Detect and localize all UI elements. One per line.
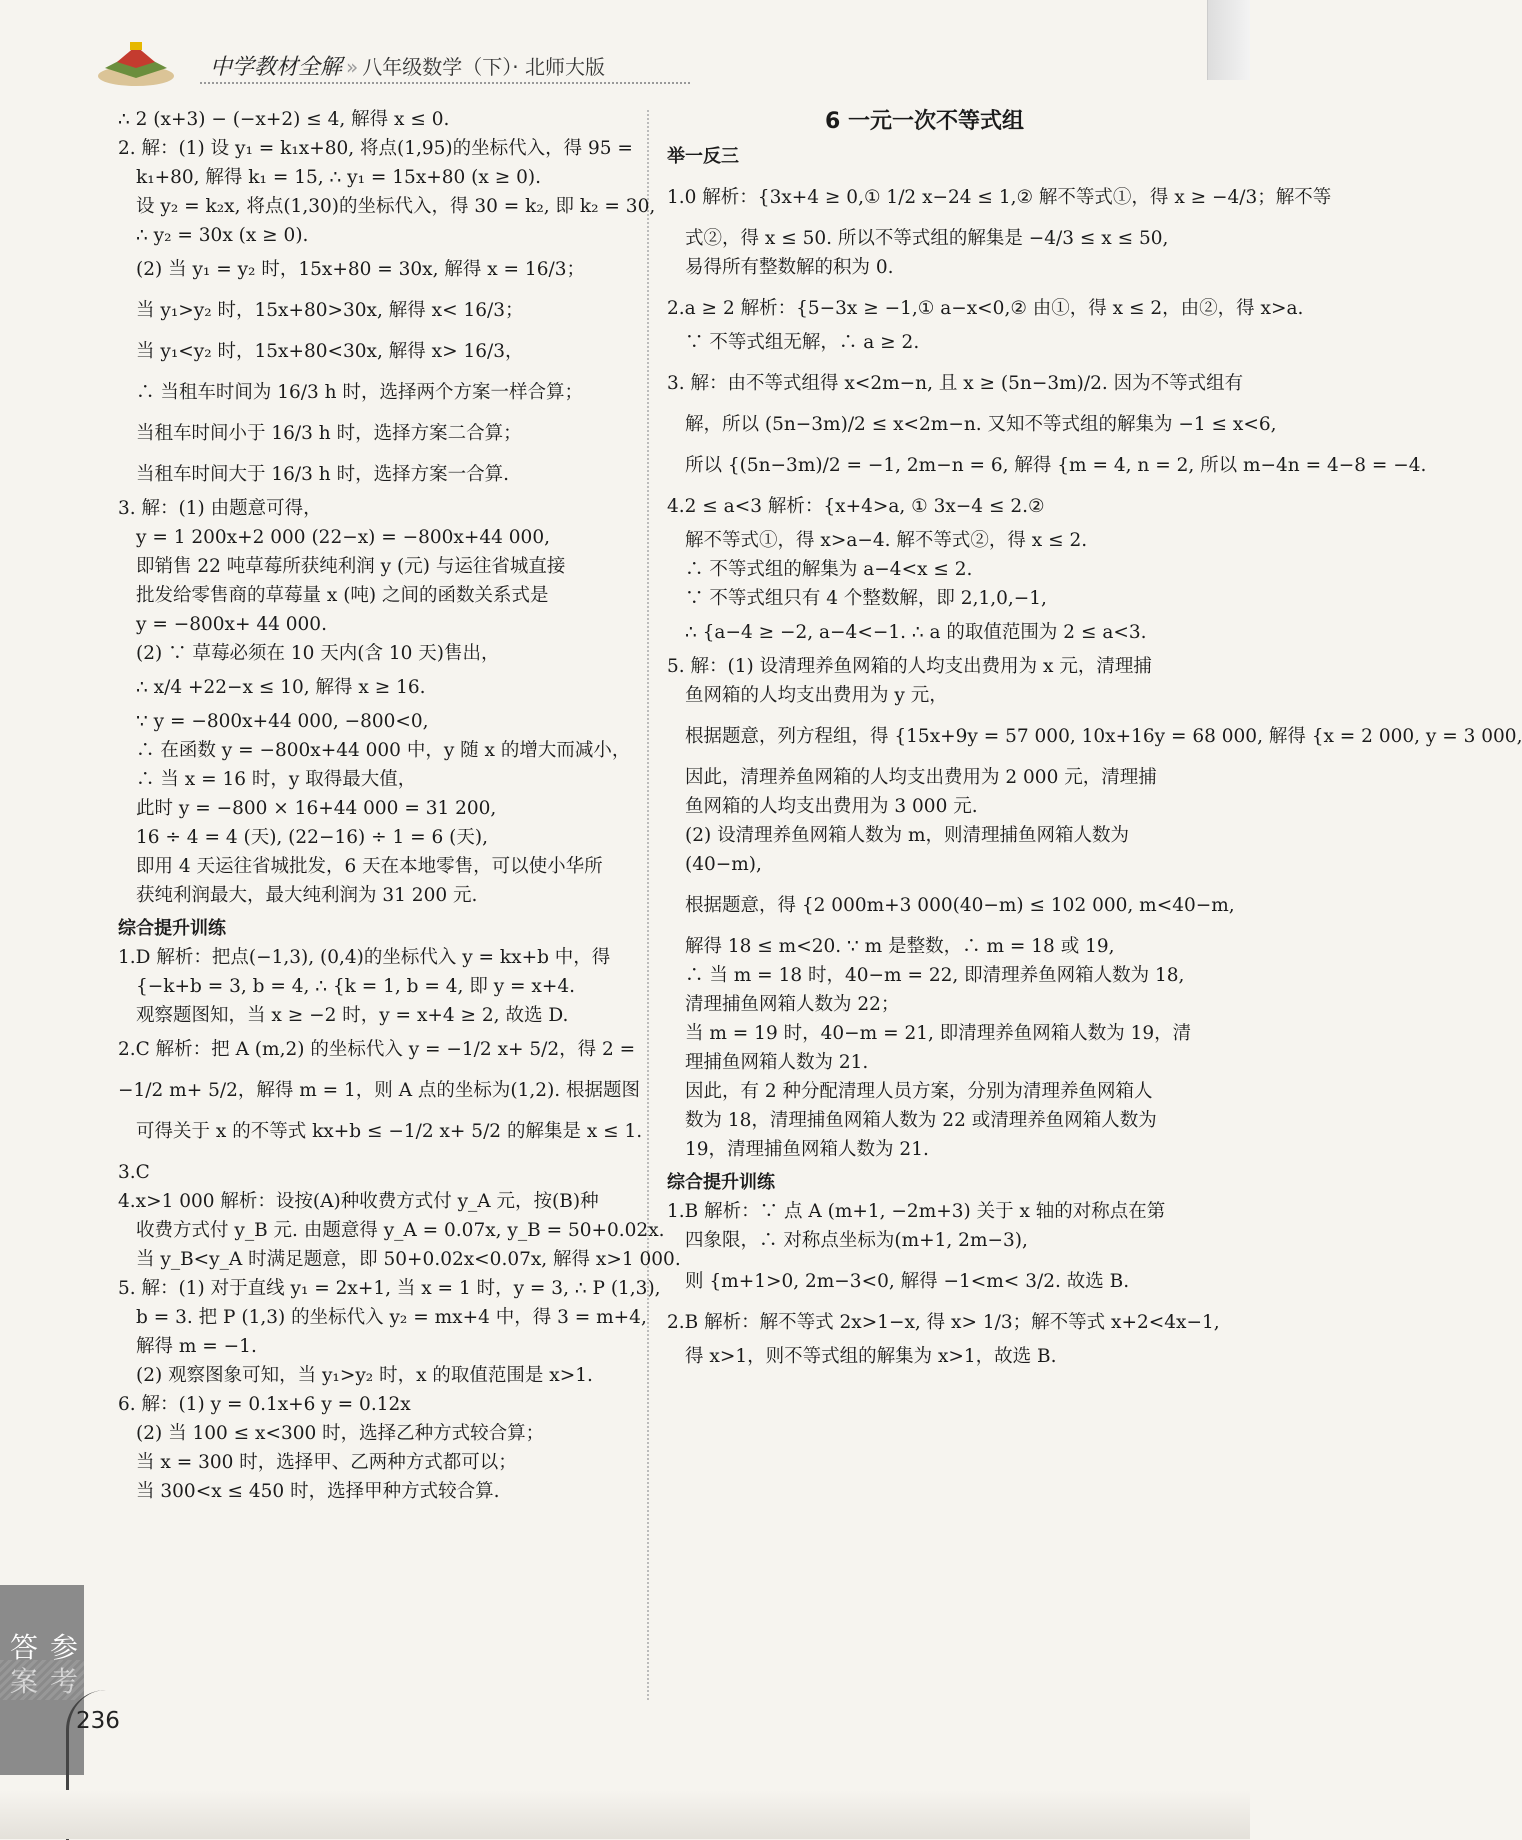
text-line: (2) ∵ 草莓必须在 10 天内(含 10 天)售出， <box>136 643 500 664</box>
text-line: 可得关于 x 的不等式 kx+b ≤ −1/2 x+ 5/2 的解集是 x ≤ 1. <box>136 1121 643 1142</box>
answer-side-tab: 参考答案 <box>0 1585 84 1775</box>
text-line: 数为 18，清理捕鱼网箱人数为 22 或清理养鱼网箱人数为 <box>685 1110 1157 1131</box>
header-title: 中学教材全解 » 八年级数学（下）· 北师大版 <box>210 55 605 80</box>
text-line: 当 m = 19 时，40−m = 21, 即清理养鱼网箱人数为 19，清 <box>685 1023 1192 1044</box>
text-line: 四象限，∴ 对称点坐标为(m+1, 2m−3), <box>685 1230 1028 1251</box>
left-column <box>118 105 681 1506</box>
text-line: 因此，有 2 种分配清理人员方案，分别为清理养鱼网箱人 <box>685 1081 1153 1102</box>
text-line: ∴ 当 m = 18 时，40−m = 22, 即清理养鱼网箱人数为 18, <box>685 965 1185 986</box>
text-line: y = −800x+ 44 000. <box>136 614 327 635</box>
text-line: 2.a ≥ 2 解析：{5−3x ≥ −1,① a−x<0,② 由①，得 x ≤ 2，由②，得 x>a. <box>667 298 1304 319</box>
text-line: ∴ 2 (x+3) − (−x+2) ≤ 4, 解得 x ≤ 0. <box>118 109 450 130</box>
text-line: 根据题意，得 {2 000m+3 000(40−m) ≤ 102 000, m<40−m, <box>685 895 1235 916</box>
text-line: 当租车时间小于 16/3 h 时，选择方案二合算； <box>136 423 522 444</box>
text-line: 1.0 解析：{3x+4 ≥ 0,① 1/2 x−24 ≤ 1,② 解不等式①，得 x ≥ −4/3；解不等 <box>667 187 1332 208</box>
text-line: 易得所有整数解的积为 0. <box>685 257 894 278</box>
book-logo-icon <box>95 38 177 88</box>
text-line: 5. 解：(1) 设清理养鱼网箱的人均支出费用为 x 元，清理捕 <box>667 656 1152 677</box>
text-line: ∴ {a−4 ≥ −2, a−4<−1. ∴ a 的取值范围为 2 ≤ a<3. <box>685 622 1147 643</box>
text-line: (2) 当 y₁ = y₂ 时，15x+80 = 30x, 解得 x = 16/3； <box>136 259 585 280</box>
text-line: 2.C 解析：把 A (m,2) 的坐标代入 y = −1/2 x+ 5/2，得 2 = <box>118 1039 636 1060</box>
text-line: 5. 解：(1) 对于直线 y₁ = 2x+1, 当 x = 1 时，y = 3, ∴ P (1,3), <box>118 1278 661 1299</box>
text-line: 16 ÷ 4 = 4 (天), (22−16) ÷ 1 = 6 (天), <box>136 827 488 848</box>
text-line: (2) 设清理养鱼网箱人数为 m，则清理捕鱼网箱人数为 <box>685 825 1130 846</box>
text-line: 批发给零售商的草莓量 x (吨) 之间的函数关系式是 <box>136 585 549 606</box>
text-line: 19，清理捕鱼网箱人数为 21. <box>685 1139 929 1160</box>
text-line: 即用 4 天运往省城批发，6 天在本地零售，可以使小华所 <box>136 856 603 877</box>
text-line: 收费方式付 y_B 元. 由题意得 y_A = 0.07x, y_B = 50+0.02x. <box>136 1220 665 1241</box>
text-line: 2.B 解析：解不等式 2x>1−x, 得 x> 1/3；解不等式 x+2<4x−1, <box>667 1312 1220 1333</box>
text-line: 鱼网箱的人均支出费用为 3 000 元. <box>685 796 978 817</box>
text-line: 3.C <box>118 1162 150 1183</box>
text-line: 4.2 ≤ a<3 解析：{x+4>a, ① 3x−4 ≤ 2.② <box>667 496 1045 517</box>
text-line: 解得 m = −1. <box>136 1336 257 1357</box>
text-line: 式②，得 x ≤ 50. 所以不等式组的解集是 −4/3 ≤ x ≤ 50, <box>685 228 1169 249</box>
text-line: 3. 解：(1) 由题意可得， <box>118 498 322 519</box>
text-line: ∴ 当 x = 16 时，y 取得最大值， <box>136 769 417 790</box>
page-curl <box>1207 0 1250 80</box>
text-line: ∴ 不等式组的解集为 a−4<x ≤ 2. <box>685 559 973 580</box>
section-title: 6 一元一次不等式组 <box>825 109 1024 134</box>
text-line: 当 x = 300 时，选择甲、乙两种方式都可以； <box>136 1452 517 1473</box>
text-line: 当 y₁>y₂ 时，15x+80>30x, 解得 x< 16/3； <box>136 300 524 321</box>
text-line: 所以 {(5n−3m)/2 = −1, 2m−n = 6, 解得 {m = 4, n = 2, 所以 m−4n = 4−8 = −4. <box>685 455 1427 476</box>
section-heading: 举一反三 <box>667 146 739 167</box>
text-line: ∴ y₂ = 30x (x ≥ 0). <box>136 225 309 246</box>
text-line: 1.D 解析：把点(−1,3), (0,4)的坐标代入 y = kx+b 中，得 <box>118 947 611 968</box>
text-line: 4.x>1 000 解析：设按(A)种收费方式付 y_A 元，按(B)种 <box>118 1191 599 1212</box>
text-line: 当 y_B<y_A 时满足题意，即 50+0.02x<0.07x, 解得 x>1 000. <box>136 1249 681 1270</box>
text-line: k₁+80, 解得 k₁ = 15, ∴ y₁ = 15x+80 (x ≥ 0). <box>136 167 541 188</box>
text-line: (40−m), <box>685 854 762 875</box>
text-line: 理捕鱼网箱人数为 21. <box>685 1052 869 1073</box>
right-column <box>667 105 1522 1371</box>
text-line: 当 300<x ≤ 450 时，选择甲种方式较合算. <box>136 1481 500 1502</box>
text-line: 解得 18 ≤ m<20. ∵ m 是整数，∴ m = 18 或 19, <box>685 936 1115 957</box>
text-line: 获纯利润最大，最大纯利润为 31 200 元. <box>136 885 478 906</box>
text-line: 2. 解：(1) 设 y₁ = k₁x+80, 将点(1,95)的坐标代入，得 95 = <box>118 138 633 159</box>
text-line: ∴ x/4 +22−x ≤ 10, 解得 x ≥ 16. <box>136 677 426 698</box>
text-line: ∴ 当租车时间为 16/3 h 时，选择两个方案一样合算； <box>136 382 583 403</box>
text-line: {−k+b = 3, b = 4, ∴ {k = 1, b = 4, 即 y = x+4. <box>136 976 575 997</box>
text-line: −1/2 m+ 5/2，解得 m = 1，则 A 点的坐标为(1,2). 根据题图 <box>118 1080 641 1101</box>
page-number: 236 <box>76 1708 120 1734</box>
text-line: (2) 观察图象可知，当 y₁>y₂ 时，x 的取值范围是 x>1. <box>136 1365 593 1386</box>
text-line: 当租车时间大于 16/3 h 时，选择方案一合算. <box>136 464 509 485</box>
text-line: 观察题图知，当 x ≥ −2 时，y = x+4 ≥ 2, 故选 D. <box>136 1005 569 1026</box>
text-line: 根据题意，列方程组，得 {15x+9y = 57 000, 10x+16y = 68 000, 解得 {x = 2 000, y = 3 000, <box>685 726 1522 747</box>
text-line: 解不等式①，得 x>a−4. 解不等式②，得 x ≤ 2. <box>685 530 1088 551</box>
section-heading: 综合提升训练 <box>118 918 226 939</box>
text-line: ∵ y = −800x+44 000, −800<0, <box>136 711 429 732</box>
text-line: 3. 解：由不等式组得 x<2m−n, 且 x ≥ (5n−3m)/2. 因为不等式组有 <box>667 373 1244 394</box>
page-header <box>0 0 1250 95</box>
text-line: 清理捕鱼网箱人数为 22； <box>685 994 900 1015</box>
text-line: 1.B 解析：∵ 点 A (m+1, −2m+3) 关于 x 轴的对称点在第 <box>667 1201 1166 1222</box>
text-line: 则 {m+1>0, 2m−3<0, 解得 −1<m< 3/2. 故选 B. <box>685 1271 1130 1292</box>
text-line: ∵ 不等式组无解，∴ a ≥ 2. <box>685 332 920 353</box>
text-line: 因此，清理养鱼网箱的人均支出费用为 2 000 元，清理捕 <box>685 767 1157 788</box>
text-line: 解，所以 (5n−3m)/2 ≤ x<2m−n. 又知不等式组的解集为 −1 ≤ x<6, <box>685 414 1277 435</box>
text-line: y = 1 200x+2 000 (22−x) = −800x+44 000, <box>136 527 550 548</box>
text-line: 鱼网箱的人均支出费用为 y 元， <box>685 685 948 706</box>
text-line: 即销售 22 吨草莓所获纯利润 y (元) 与运往省城直接 <box>136 556 566 577</box>
text-line: 设 y₂ = k₂x, 将点(1,30)的坐标代入，得 30 = k₂, 即 k₂ = 30, <box>136 196 656 217</box>
section-heading: 综合提升训练 <box>667 1172 775 1193</box>
text-line: 此时 y = −800 × 16+44 000 = 31 200, <box>136 798 497 819</box>
text-line: 6. 解：(1) y = 0.1x+6 y = 0.12x <box>118 1394 411 1415</box>
text-line: 当 y₁<y₂ 时，15x+80<30x, 解得 x> 16/3， <box>136 341 524 362</box>
text-line: 得 x>1，则不等式组的解集为 x>1，故选 B. <box>685 1346 1057 1367</box>
text-line: ∴ 在函数 y = −800x+44 000 中，y 随 x 的增大而减小， <box>136 740 631 761</box>
text-line: b = 3. 把 P (1,3) 的坐标代入 y₂ = mx+4 中，得 3 = m+4, <box>136 1307 647 1328</box>
text-line: (2) 当 100 ≤ x<300 时，选择乙种方式较合算； <box>136 1423 545 1444</box>
text-line: ∵ 不等式组只有 4 个整数解，即 2,1,0,−1, <box>685 588 1047 609</box>
